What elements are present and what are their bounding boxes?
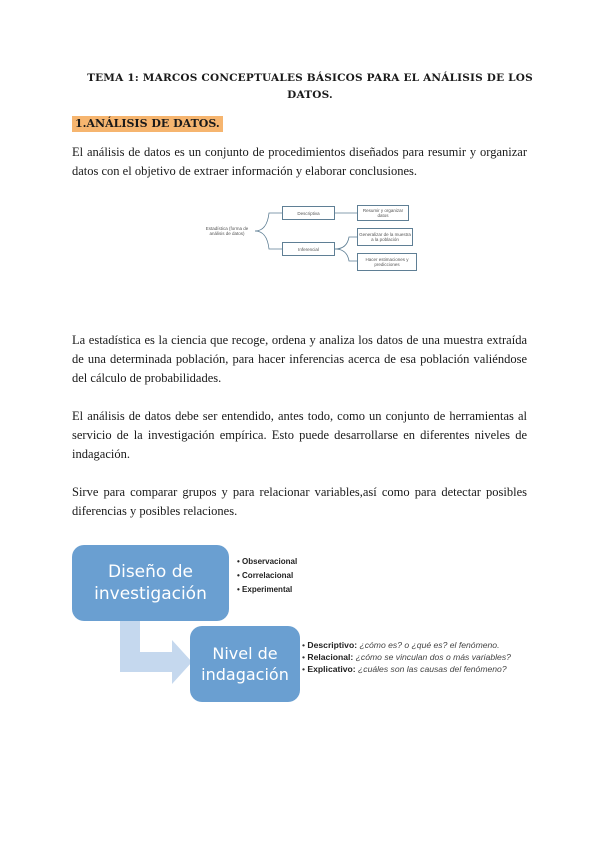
diagram-branch-descriptiva: Descriptiva — [282, 206, 335, 220]
paragraph-3: El análisis de datos debe ser entendido, antes todo, como un conjunto de herramientas al servicio de la investigación empírica. Esto puede desarrollarse en diferentes niveles de indagación. — [72, 409, 527, 461]
research-design-list — [237, 555, 297, 597]
section-heading: 1.ANÁLISIS DE DATOS. — [72, 116, 223, 132]
list-item: • Correlacional — [237, 571, 294, 580]
diagram-leaf-inferencial-2: Hacer estimaciones y predicciones — [357, 253, 417, 271]
diagram-leaf-inferencial-1: Generalizar de la muestra a la población — [357, 228, 413, 246]
inquiry-level-list — [302, 639, 511, 675]
list-item: • Relacional: ¿cómo se vinculan dos o más variables? — [302, 652, 511, 662]
list-item: • Observacional — [237, 557, 298, 566]
list-item: • Descriptivo: ¿cómo es? o ¿qué es? el fenómeno. — [302, 640, 500, 650]
paragraph-4: Sirve para comparar grupos y para relacionar variables,así como para detectar posibles diferencias y posibles relaciones. — [72, 485, 527, 518]
inquiry-level-box: Nivel de indagación — [190, 626, 300, 702]
document-title: TEMA 1: MARCOS CONCEPTUALES BÁSICOS PARA EL ANÁLISIS DE LOS DATOS. — [87, 72, 533, 101]
research-design-box: Diseño de investigación — [72, 545, 229, 621]
statistics-diagram — [197, 193, 437, 283]
list-item: • Explicativo: ¿cuáles son las causas del fenómeno? — [302, 664, 507, 674]
diagram-branch-inferencial: Inferencial — [282, 242, 335, 256]
paragraph-2: La estadística es la ciencia que recoge, ordena y analiza los datos de una muestra extraída de una determinada población, para hacer inferencias acerca de esa población valiéndose del cálculo de probabilidades. — [72, 333, 527, 385]
diagram-leaf-descriptiva: Resumir y organizar datos — [357, 205, 409, 221]
paragraph-1: El análisis de datos es un conjunto de procedimientos diseñados para resumir y organizar datos con el objetivo de extraer información y elaborar conclusiones. — [72, 145, 527, 178]
diagram-root: Estadística (forma de análisis de datos) — [199, 222, 255, 240]
research-diagram — [72, 540, 528, 708]
list-item: • Experimental — [237, 585, 293, 594]
